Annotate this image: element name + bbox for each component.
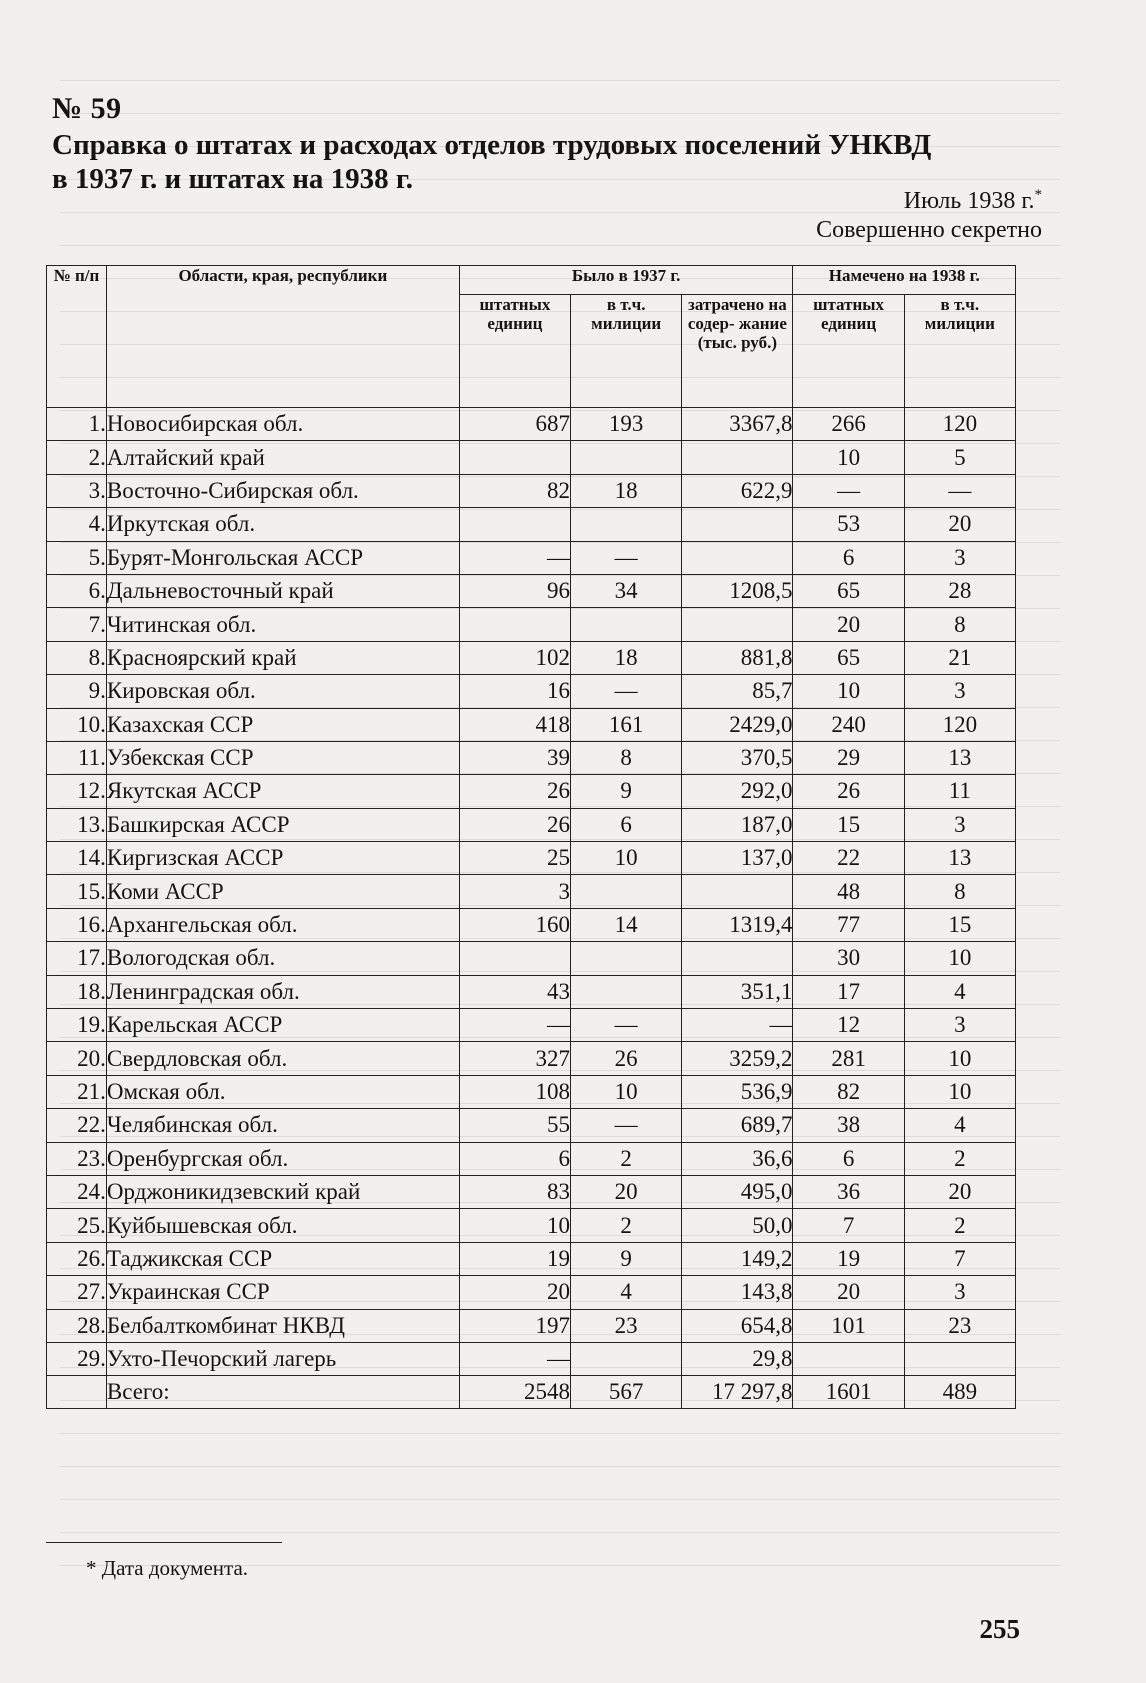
- staff-units-1937: 26: [459, 808, 570, 841]
- police-1937: 161: [571, 708, 682, 741]
- staff-units-1938: 65: [793, 641, 904, 674]
- police-1937: 20: [571, 1175, 682, 1208]
- police-1938: 120: [904, 708, 1015, 741]
- police-1938: 20: [904, 508, 1015, 541]
- police-1938: 5: [904, 441, 1015, 474]
- staff-units-1938: 266: [793, 408, 904, 441]
- region-name: Ленинградская обл.: [106, 975, 459, 1008]
- table-row: [47, 1075, 1016, 1108]
- expenses-1937: 1319,4: [682, 908, 793, 941]
- police-1938: 3: [904, 675, 1015, 708]
- police-1938: —: [904, 474, 1015, 507]
- police-1937: —: [571, 541, 682, 574]
- header-number: № п/п: [47, 266, 107, 408]
- date-text: Июль 1938 г.: [903, 188, 1035, 214]
- region-name: Бурят-Монгольская АССР: [106, 541, 459, 574]
- expenses-1937: [682, 608, 793, 641]
- header-staff-units-1937: штатных единиц: [459, 295, 570, 408]
- table-row: [47, 808, 1016, 841]
- staff-units-1938: 281: [793, 1042, 904, 1075]
- table-row: [47, 1009, 1016, 1042]
- staff-units-1937: —: [459, 1009, 570, 1042]
- staff-units-1937: 96: [459, 574, 570, 607]
- row-number: 2.: [47, 441, 107, 474]
- expenses-1937: [682, 942, 793, 975]
- police-1937: 4: [571, 1276, 682, 1309]
- table-row: [47, 574, 1016, 607]
- row-number: 19.: [47, 1009, 107, 1042]
- staff-units-1938: 7: [793, 1209, 904, 1242]
- police-1937: [571, 875, 682, 908]
- staff-units-1938: 77: [793, 908, 904, 941]
- expenses-1937: 3259,2: [682, 1042, 793, 1075]
- police-1937: 23: [571, 1309, 682, 1342]
- police-1938: 4: [904, 1109, 1015, 1142]
- region-name: Узбекская ССР: [106, 741, 459, 774]
- row-number: 23.: [47, 1142, 107, 1175]
- staff-units-1938: 30: [793, 942, 904, 975]
- expenses-1937: 881,8: [682, 641, 793, 674]
- staff-units-1937: [459, 508, 570, 541]
- table-row: [47, 1142, 1016, 1175]
- expenses-1937: 495,0: [682, 1175, 793, 1208]
- police-1938: 3: [904, 1009, 1015, 1042]
- date-footnote-mark: *: [1034, 187, 1042, 203]
- staff-units-1937: 39: [459, 741, 570, 774]
- total-police-1938: 489: [904, 1376, 1015, 1409]
- region-name: Куйбышевская обл.: [106, 1209, 459, 1242]
- staff-units-1937: 418: [459, 708, 570, 741]
- table-row: [47, 441, 1016, 474]
- staff-units-1937: 20: [459, 1276, 570, 1309]
- header-group-1938: Намечено на 1938 г.: [793, 266, 1016, 295]
- police-1937: 10: [571, 842, 682, 875]
- staff-units-1938: 10: [793, 441, 904, 474]
- police-1938: 2: [904, 1209, 1015, 1242]
- staff-units-1937: [459, 942, 570, 975]
- region-name: Дальневосточный край: [106, 574, 459, 607]
- row-number: 28.: [47, 1309, 107, 1342]
- region-name: Алтайский край: [106, 441, 459, 474]
- row-number: 13.: [47, 808, 107, 841]
- expenses-1937: 370,5: [682, 741, 793, 774]
- expenses-1937: 143,8: [682, 1276, 793, 1309]
- police-1937: 9: [571, 775, 682, 808]
- police-1937: 9: [571, 1242, 682, 1275]
- police-1937: 14: [571, 908, 682, 941]
- police-1937: [571, 441, 682, 474]
- expenses-1937: [682, 541, 793, 574]
- police-1937: 18: [571, 641, 682, 674]
- police-1937: —: [571, 675, 682, 708]
- table-row: [47, 1276, 1016, 1309]
- total-police-1937: 567: [571, 1376, 682, 1409]
- row-number: 5.: [47, 541, 107, 574]
- expenses-1937: 36,6: [682, 1142, 793, 1175]
- row-number: 20.: [47, 1042, 107, 1075]
- expenses-1937: —: [682, 1009, 793, 1042]
- police-1937: [571, 508, 682, 541]
- police-1937: 8: [571, 741, 682, 774]
- region-name: Коми АССР: [106, 875, 459, 908]
- police-1937: —: [571, 1009, 682, 1042]
- table-row: [47, 608, 1016, 641]
- table-row: [47, 942, 1016, 975]
- police-1938: 8: [904, 608, 1015, 641]
- staff-units-1938: 22: [793, 842, 904, 875]
- row-number: 17.: [47, 942, 107, 975]
- expenses-1937: [682, 441, 793, 474]
- police-1938: 2: [904, 1142, 1015, 1175]
- staff-units-1938: 10: [793, 675, 904, 708]
- region-name: Орджоникидзевский край: [106, 1175, 459, 1208]
- expenses-1937: 1208,5: [682, 574, 793, 607]
- staff-units-1937: 160: [459, 908, 570, 941]
- staff-units-1937: 19: [459, 1242, 570, 1275]
- header-police-1937: в т.ч. милиции: [571, 295, 682, 408]
- row-number: 9.: [47, 675, 107, 708]
- staff-units-1937: [459, 608, 570, 641]
- table-row: [47, 474, 1016, 507]
- region-name: Архангельская обл.: [106, 908, 459, 941]
- expenses-1937: 622,9: [682, 474, 793, 507]
- police-1937: [571, 608, 682, 641]
- table-row: [47, 408, 1016, 441]
- expenses-1937: 187,0: [682, 808, 793, 841]
- row-number: 14.: [47, 842, 107, 875]
- table-row: [47, 1342, 1016, 1375]
- footnote: [86, 1556, 248, 1581]
- police-1938: 10: [904, 1042, 1015, 1075]
- staff-units-1937: 43: [459, 975, 570, 1008]
- police-1938: 8: [904, 875, 1015, 908]
- staff-units-1937: 197: [459, 1309, 570, 1342]
- police-1938: 4: [904, 975, 1015, 1008]
- region-name: Омская обл.: [106, 1075, 459, 1108]
- staff-units-1937: [459, 441, 570, 474]
- table-row: [47, 1309, 1016, 1342]
- staff-units-1937: 25: [459, 842, 570, 875]
- row-number: 21.: [47, 1075, 107, 1108]
- expenses-1937: 149,2: [682, 1242, 793, 1275]
- total-expenses-1937: 17 297,8: [682, 1376, 793, 1409]
- table-row: [47, 1175, 1016, 1208]
- expenses-1937: 2429,0: [682, 708, 793, 741]
- expenses-1937: 137,0: [682, 842, 793, 875]
- police-1938: 120: [904, 408, 1015, 441]
- region-name: Оренбургская обл.: [106, 1142, 459, 1175]
- table-row: [47, 875, 1016, 908]
- region-name: Вологодская обл.: [106, 942, 459, 975]
- police-1937: 2: [571, 1209, 682, 1242]
- table-row: [47, 741, 1016, 774]
- police-1938: 21: [904, 641, 1015, 674]
- total-number-cell: [47, 1376, 107, 1409]
- staff-units-1937: 687: [459, 408, 570, 441]
- staff-units-1937: —: [459, 1342, 570, 1375]
- table-row: [47, 541, 1016, 574]
- staff-units-1938: 6: [793, 1142, 904, 1175]
- row-number: 11.: [47, 741, 107, 774]
- row-number: 3.: [47, 474, 107, 507]
- document-date: [904, 188, 1042, 215]
- row-number: 6.: [47, 574, 107, 607]
- staff-units-1937: 55: [459, 1109, 570, 1142]
- staff-units-1937: 3: [459, 875, 570, 908]
- table-row: [47, 508, 1016, 541]
- expenses-1937: 3367,8: [682, 408, 793, 441]
- region-name: Якутская АССР: [106, 775, 459, 808]
- region-name: Карельская АССР: [106, 1009, 459, 1042]
- row-number: 16.: [47, 908, 107, 941]
- staff-units-1938: 17: [793, 975, 904, 1008]
- region-name: Иркутская обл.: [106, 508, 459, 541]
- region-name: Свердловская обл.: [106, 1042, 459, 1075]
- table-row: [47, 1242, 1016, 1275]
- police-1938: 23: [904, 1309, 1015, 1342]
- region-name: Красноярский край: [106, 641, 459, 674]
- staff-units-1938: 48: [793, 875, 904, 908]
- region-name: Кировская обл.: [106, 675, 459, 708]
- police-1938: 10: [904, 942, 1015, 975]
- row-number: 22.: [47, 1109, 107, 1142]
- police-1938: 15: [904, 908, 1015, 941]
- staff-units-1937: 83: [459, 1175, 570, 1208]
- expenses-1937: 85,7: [682, 675, 793, 708]
- police-1937: [571, 975, 682, 1008]
- expenses-1937: 292,0: [682, 775, 793, 808]
- row-number: 27.: [47, 1276, 107, 1309]
- row-number: 29.: [47, 1342, 107, 1375]
- table-row: [47, 641, 1016, 674]
- region-name: Восточно-Сибирская обл.: [106, 474, 459, 507]
- row-number: 12.: [47, 775, 107, 808]
- police-1938: 3: [904, 808, 1015, 841]
- staff-units-1938: 53: [793, 508, 904, 541]
- staff-units-1938: 6: [793, 541, 904, 574]
- police-1938: 28: [904, 574, 1015, 607]
- staff-units-1937: 10: [459, 1209, 570, 1242]
- expenses-1937: 29,8: [682, 1342, 793, 1375]
- police-1937: 6: [571, 808, 682, 841]
- header-expenses-1937: затрачено на содер- жание (тыс. руб.): [682, 295, 793, 408]
- region-name: Таджикская ССР: [106, 1242, 459, 1275]
- police-1938: 20: [904, 1175, 1015, 1208]
- table-row: [47, 842, 1016, 875]
- staff-units-1937: 327: [459, 1042, 570, 1075]
- total-staff-1937: 2548: [459, 1376, 570, 1409]
- police-1938: 7: [904, 1242, 1015, 1275]
- region-name: Белбалткомбинат НКВД: [106, 1309, 459, 1342]
- header-police-1938: в т.ч. милиции: [904, 295, 1015, 408]
- staff-units-1938: 36: [793, 1175, 904, 1208]
- region-name: Ухто-Печорский лагерь: [106, 1342, 459, 1375]
- row-number: 25.: [47, 1209, 107, 1242]
- row-number: 1.: [47, 408, 107, 441]
- police-1938: [904, 1342, 1015, 1375]
- staff-units-1938: 15: [793, 808, 904, 841]
- header-staff-units-1938: штатных единиц: [793, 295, 904, 408]
- row-number: 18.: [47, 975, 107, 1008]
- table-row: [47, 775, 1016, 808]
- police-1937: [571, 942, 682, 975]
- police-1938: 13: [904, 741, 1015, 774]
- staff-expenses-table: [46, 265, 1016, 1409]
- staff-units-1937: —: [459, 541, 570, 574]
- police-1938: 3: [904, 1276, 1015, 1309]
- table-row: [47, 675, 1016, 708]
- table-row: [47, 975, 1016, 1008]
- row-number: 26.: [47, 1242, 107, 1275]
- police-1937: 34: [571, 574, 682, 607]
- expenses-1937: 654,8: [682, 1309, 793, 1342]
- expenses-1937: 536,9: [682, 1075, 793, 1108]
- staff-units-1937: 82: [459, 474, 570, 507]
- footnote-divider: [46, 1542, 282, 1543]
- staff-units-1938: 20: [793, 608, 904, 641]
- police-1938: 11: [904, 775, 1015, 808]
- police-1938: 13: [904, 842, 1015, 875]
- staff-units-1938: 12: [793, 1009, 904, 1042]
- police-1938: 10: [904, 1075, 1015, 1108]
- expenses-1937: [682, 875, 793, 908]
- header-region: Области, края, республики: [106, 266, 459, 408]
- police-1937: 18: [571, 474, 682, 507]
- page-number: 255: [979, 1614, 1020, 1644]
- table-row: [47, 1042, 1016, 1075]
- row-number: 7.: [47, 608, 107, 641]
- table-row: [47, 708, 1016, 741]
- region-name: Украинская ССР: [106, 1276, 459, 1309]
- table-row: [47, 1209, 1016, 1242]
- region-name: Челябинская обл.: [106, 1109, 459, 1142]
- staff-units-1938: 82: [793, 1075, 904, 1108]
- police-1937: [571, 1342, 682, 1375]
- table-row: [47, 1109, 1016, 1142]
- total-label: Всего:: [106, 1376, 459, 1409]
- police-1937: 26: [571, 1042, 682, 1075]
- staff-units-1938: 19: [793, 1242, 904, 1275]
- police-1938: 3: [904, 541, 1015, 574]
- staff-units-1938: 101: [793, 1309, 904, 1342]
- staff-units-1938: —: [793, 474, 904, 507]
- staff-units-1937: 26: [459, 775, 570, 808]
- police-1937: 10: [571, 1075, 682, 1108]
- staff-units-1937: 6: [459, 1142, 570, 1175]
- row-number: 4.: [47, 508, 107, 541]
- staff-units-1937: 108: [459, 1075, 570, 1108]
- expenses-1937: 351,1: [682, 975, 793, 1008]
- staff-units-1938: 20: [793, 1276, 904, 1309]
- document-number: № 59: [52, 92, 122, 125]
- staff-units-1938: 26: [793, 775, 904, 808]
- staff-units-1937: 102: [459, 641, 570, 674]
- police-1937: 2: [571, 1142, 682, 1175]
- region-name: Киргизская АССР: [106, 842, 459, 875]
- document-title: Справка о штатах и расходах отделов трудовых поселений УНКВД в 1937 г. и штатах на 1938 г.: [52, 129, 932, 195]
- staff-units-1937: 16: [459, 675, 570, 708]
- region-name: Казахская ССР: [106, 708, 459, 741]
- expenses-1937: 689,7: [682, 1109, 793, 1142]
- row-number: 10.: [47, 708, 107, 741]
- row-number: 8.: [47, 641, 107, 674]
- staff-units-1938: [793, 1342, 904, 1375]
- total-row: [47, 1376, 1016, 1409]
- expenses-1937: 50,0: [682, 1209, 793, 1242]
- total-staff-1938: 1601: [793, 1376, 904, 1409]
- staff-units-1938: 38: [793, 1109, 904, 1142]
- police-1937: 193: [571, 408, 682, 441]
- secrecy-stamp: Совершенно секретно: [816, 217, 1042, 243]
- region-name: Читинская обл.: [106, 608, 459, 641]
- row-number: 15.: [47, 875, 107, 908]
- staff-units-1938: 65: [793, 574, 904, 607]
- table-row: [47, 908, 1016, 941]
- staff-units-1938: 240: [793, 708, 904, 741]
- footnote-text: Дата документа.: [101, 1556, 249, 1580]
- staff-units-1938: 29: [793, 741, 904, 774]
- row-number: 24.: [47, 1175, 107, 1208]
- police-1937: —: [571, 1109, 682, 1142]
- header-group-1937: Было в 1937 г.: [459, 266, 793, 295]
- footnote-mark: *: [86, 1556, 97, 1580]
- expenses-1937: [682, 508, 793, 541]
- region-name: Башкирская АССР: [106, 808, 459, 841]
- region-name: Новосибирская обл.: [106, 408, 459, 441]
